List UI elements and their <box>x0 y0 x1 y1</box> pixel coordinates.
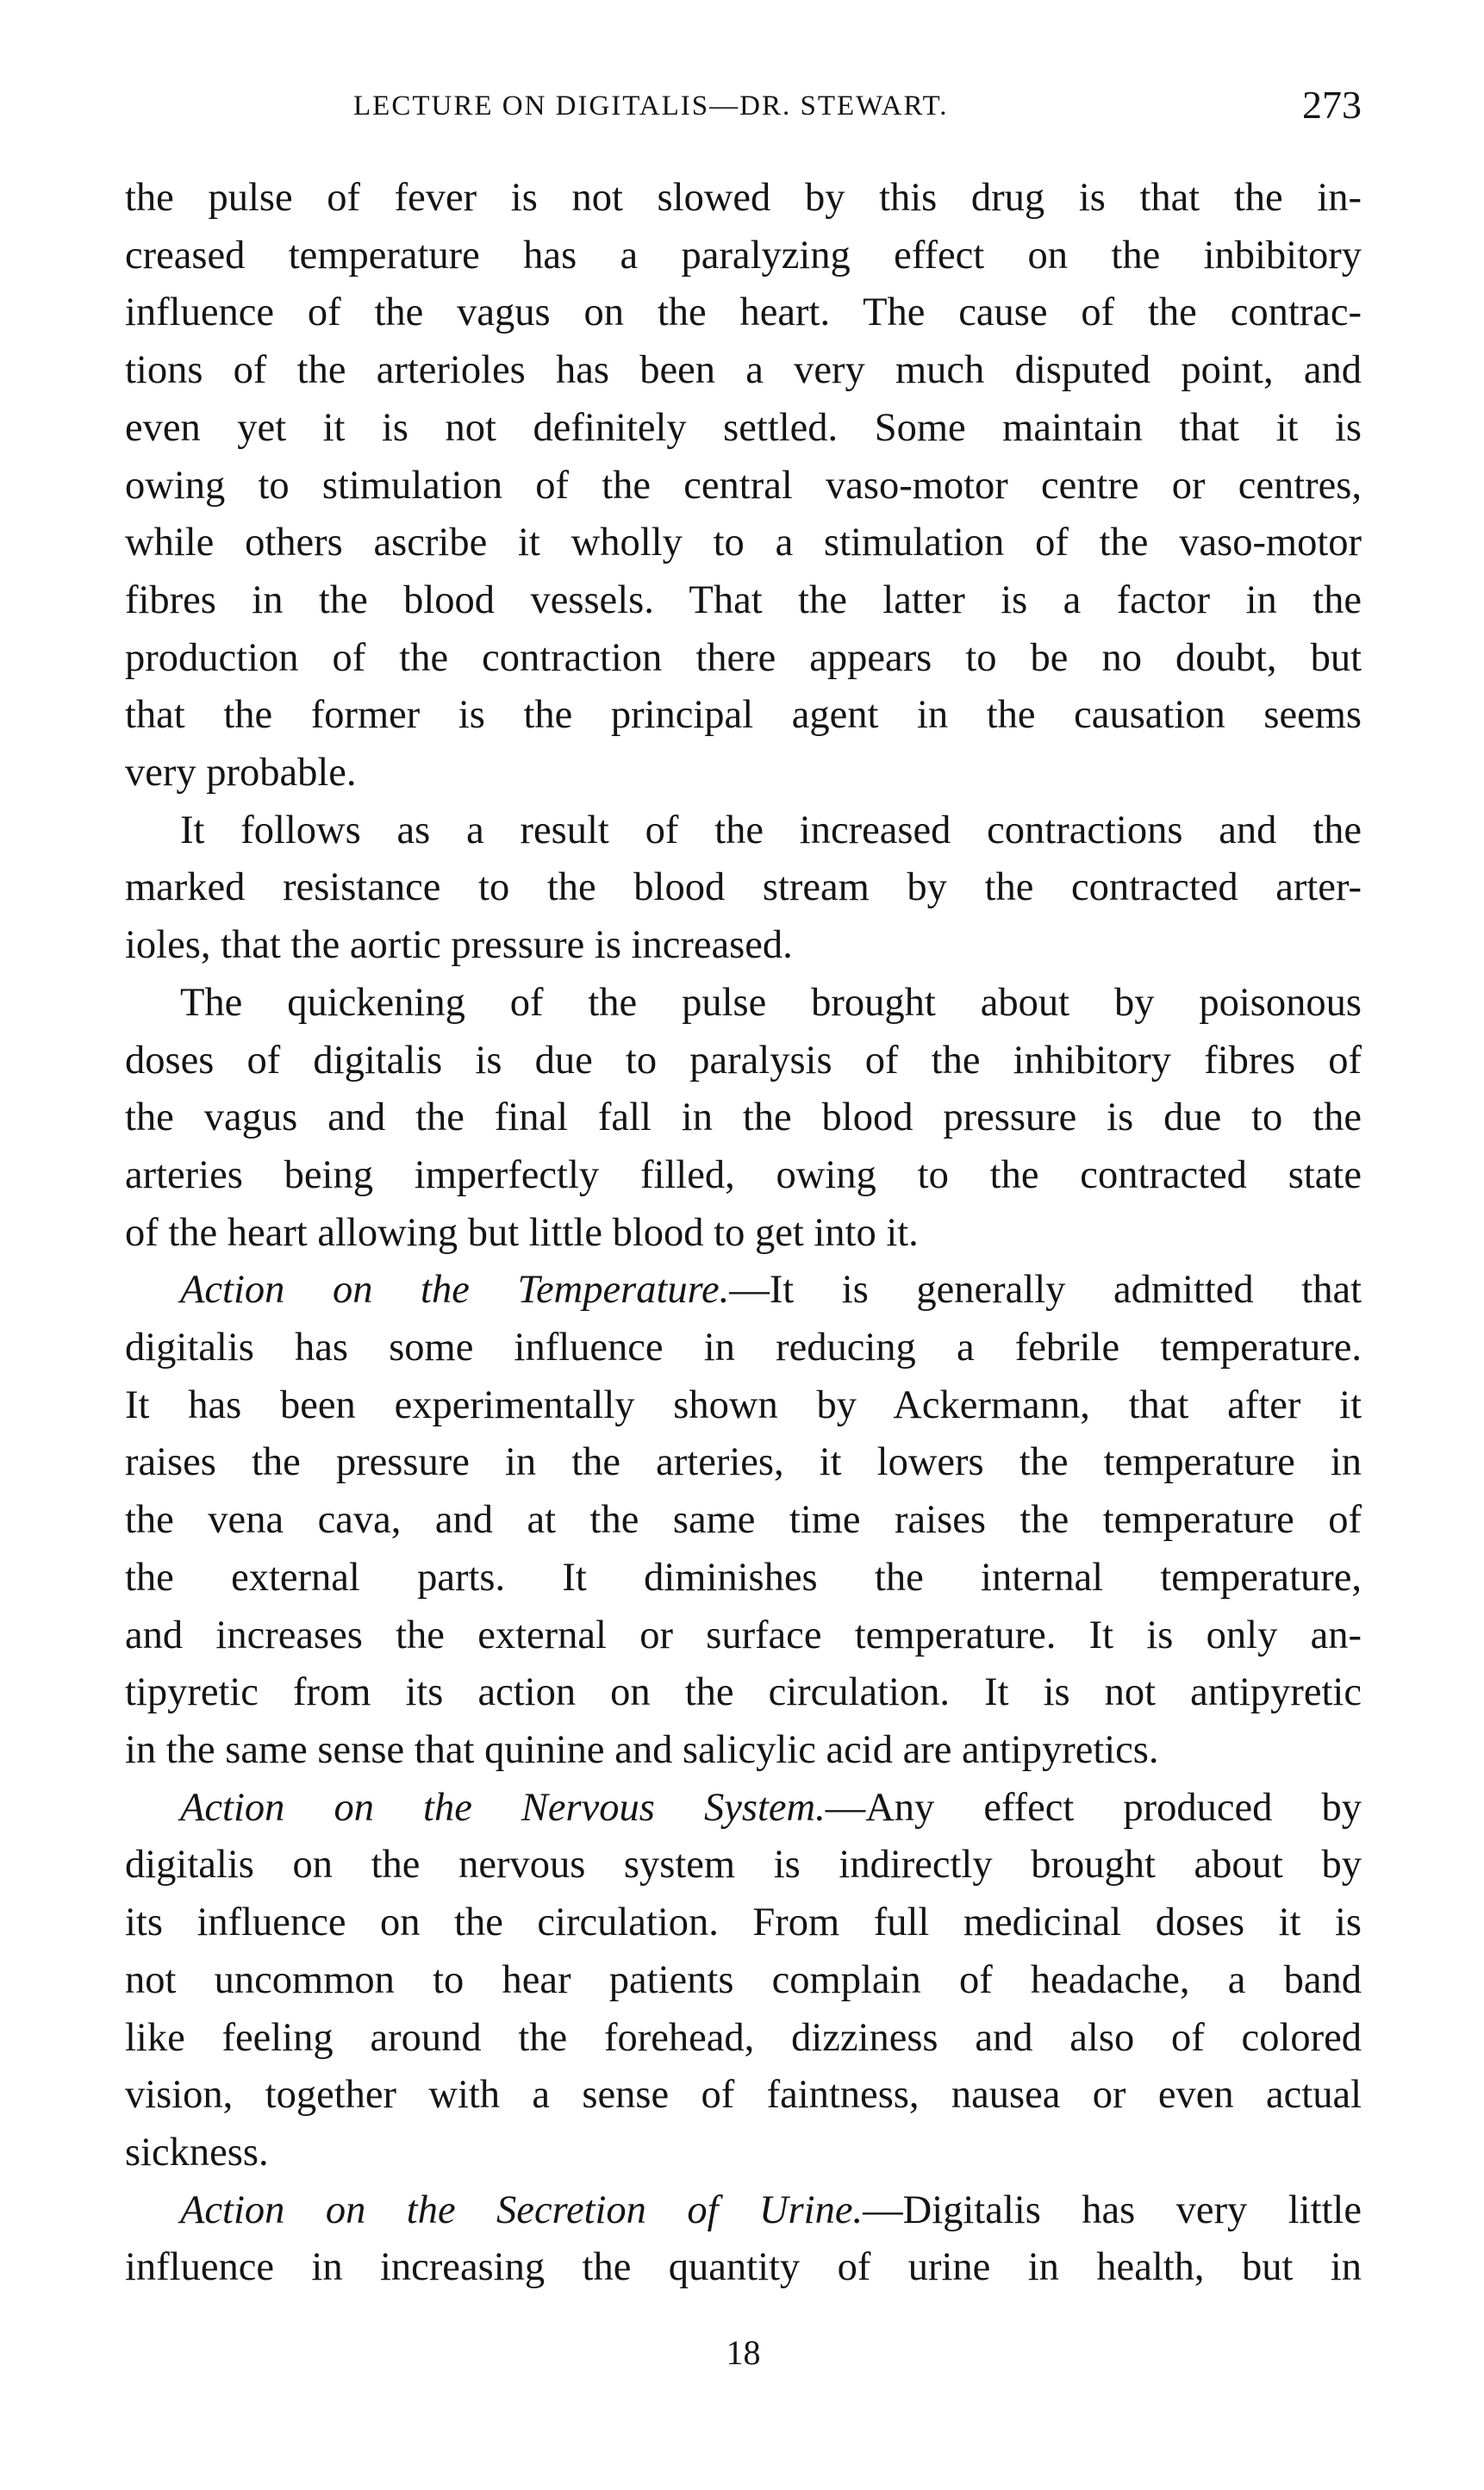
paragraph-quickening-of-pulse <box>125 975 1362 1263</box>
text-line <box>125 1262 1362 1320</box>
text-run: —Digitalis has very little <box>863 2187 1362 2232</box>
page-header <box>125 82 1362 151</box>
text-run: —It is generally admitted that <box>729 1268 1362 1313</box>
text-line <box>125 2182 1362 2240</box>
text-line: creased temperature has a paralyzing effect on the inbibitory <box>125 233 1362 278</box>
text-line: of the heart allowing but little blood to get into it. <box>125 1210 919 1255</box>
text-line: influence of the vagus on the heart. The cause of the contrac- <box>125 290 1362 335</box>
text-line: that the former is the principal agent in the causation seems <box>125 693 1362 738</box>
paragraph-aortic-pressure <box>125 802 1362 975</box>
text-line: ioles, that the aortic pressure is increased. <box>125 923 793 968</box>
text-line: tipyretic from its action on the circulation. It is not antipyretic <box>125 1670 1362 1715</box>
text-line: production of the contraction there appears to be no doubt, but <box>125 635 1362 680</box>
section-action-on-temperature <box>125 1262 1362 1779</box>
text-line: the external parts. It diminishes the internal temperature, <box>125 1555 1362 1600</box>
book-page <box>125 82 1362 2372</box>
text-line: even yet it is not definitely settled. Some maintain that it is <box>125 405 1362 450</box>
text-line <box>125 1780 1362 1838</box>
text-line: It has been experimentally shown by Ackermann, that after it <box>125 1382 1362 1427</box>
text-line: in the same sense that quinine and salicylic acid are antipyretics. <box>125 1727 1159 1772</box>
text-line: the pulse of fever is not slowed by this drug is that the in- <box>125 176 1362 220</box>
text-line: doses of digitalis is due to paralysis of the inhibitory fibres of <box>125 1038 1362 1083</box>
text-line: not uncommon to hear patients complain of headache, a band <box>125 1957 1362 2002</box>
page-number: 273 <box>1302 83 1362 127</box>
text-line: The quickening of the pulse brought about by poisonous <box>180 980 1362 1025</box>
signature-mark: 18 <box>726 2333 761 2372</box>
text-line: like feeling around the forehead, dizziness and also of colored <box>125 2015 1362 2060</box>
text-line: sickness. <box>125 2130 269 2175</box>
paragraph-pulse-of-fever <box>125 170 1362 802</box>
text-line: digitalis on the nervous system is indirectly brought about by <box>125 1843 1362 1888</box>
text-line: raises the pressure in the arteries, it lowers the temperature in <box>125 1440 1362 1485</box>
text-line: vision, together with a sense of faintness, nausea or even actual <box>125 2073 1362 2118</box>
section-action-on-nervous-system <box>125 1780 1362 2182</box>
body-text <box>125 170 1362 2297</box>
text-line: marked resistance to the blood stream by the contracted arter- <box>125 865 1362 910</box>
text-line: very probable. <box>125 751 357 796</box>
text-line: while others ascribe it wholly to a stimulation of the vaso-motor <box>125 521 1362 565</box>
text-line: its influence on the circulation. From full medicinal doses it is <box>125 1900 1362 1945</box>
text-line: influence in increasing the quantity of urine in health, but in <box>125 2245 1362 2290</box>
text-line: It follows as a result of the increased contractions and the <box>180 808 1362 852</box>
text-line: digitalis has some influence in reducing a febrile temperature. <box>125 1326 1362 1370</box>
text-run: —Any effect produced by <box>825 1785 1362 1830</box>
section-action-on-secretion-of-urine <box>125 2182 1362 2297</box>
section-heading: Action on the Secretion of Urine. <box>180 2187 864 2232</box>
text-line: the vagus and the final fall in the blood pressure is due to the <box>125 1095 1362 1140</box>
running-head: LECTURE ON DIGITALIS—DR. STEWART. <box>353 90 949 122</box>
section-heading: Action on the Temperature. <box>180 1268 730 1313</box>
text-line: arteries being imperfectly filled, owing to the contracted state <box>125 1152 1362 1197</box>
section-heading: Action on the Nervous System. <box>180 1785 826 1830</box>
text-line: and increases the external or surface temperature. It is only an- <box>125 1613 1362 1657</box>
text-line: fibres in the blood vessels. That the latter is a factor in the <box>125 577 1362 622</box>
text-line: tions of the arterioles has been a very much disputed point, and <box>125 348 1362 393</box>
text-line: the vena cava, and at the same time raises the temperature of <box>125 1498 1362 1543</box>
text-line: owing to stimulation of the central vaso-motor centre or centres, <box>125 463 1362 508</box>
